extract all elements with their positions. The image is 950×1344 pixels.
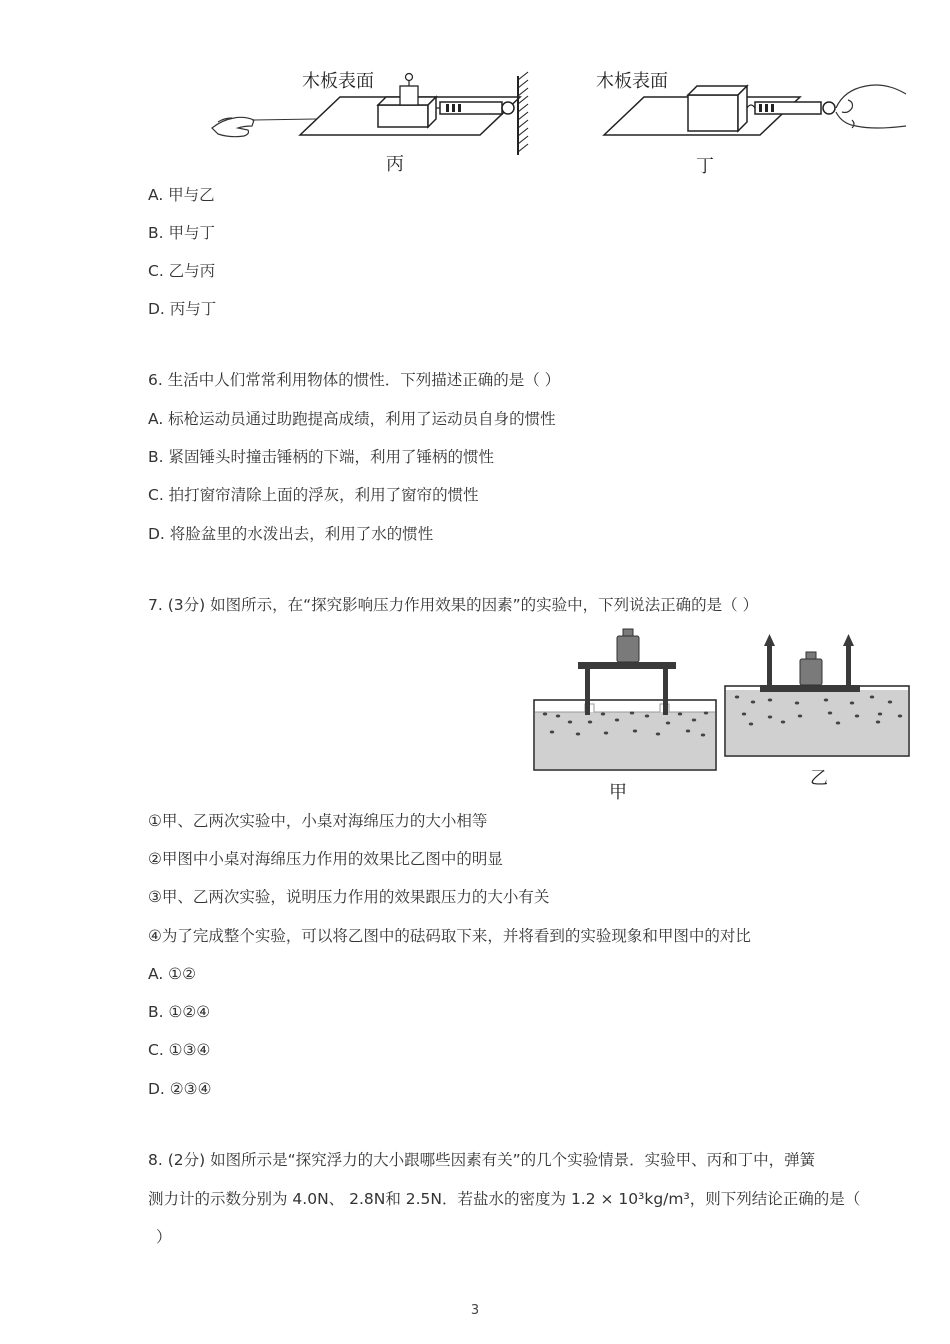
figure-caption-bing: 丙	[386, 154, 404, 175]
q7-option-c[interactable]: C. ①③④	[148, 1041, 211, 1059]
q7-option-d[interactable]: D. ②③④	[148, 1080, 212, 1098]
q7-option-a[interactable]: A. ①②	[148, 965, 196, 983]
q6-stem: 6. 生活中人们常常利用物体的惯性．下列描述正确的是（ ）	[148, 371, 561, 389]
q6-option-b[interactable]: B. 紧固锤头时撞击锤柄的下端，利用了锤柄的惯性	[148, 448, 494, 466]
q7-statement-4: ④为了完成整个实验，可以将乙图中的砝码取下来，并将看到的实验现象和甲图中的对比	[148, 927, 751, 945]
q6-option-c[interactable]: C. 拍打窗帘清除上面的浮灰，利用了窗帘的惯性	[148, 486, 479, 504]
q7-statement-3: ③甲、乙两次实验，说明压力作用的效果跟压力的大小有关	[148, 888, 550, 906]
q7-option-b[interactable]: B. ①②④	[148, 1003, 211, 1021]
q8-stem-line2: 测力计的示数分别为 4.0N、 2.8N和 2.5N．若盐水的密度为 1.2 × 10³kg/m³，则下列结论正确的是（	[148, 1190, 861, 1208]
q8-stem-line1: 8. (2分) 如图所示是“探究浮力的大小跟哪些因素有关”的几个实验情景．实验甲、丙和丁中，弹簧	[148, 1151, 816, 1169]
page-number: 3	[470, 1303, 480, 1318]
figure-caption-jia: 甲	[609, 782, 627, 803]
q5-option-d[interactable]: D. 丙与丁	[148, 300, 217, 318]
figure-caption-ding: 丁	[696, 156, 714, 177]
q6-option-d[interactable]: D. 将脸盆里的水泼出去，利用了水的惯性	[148, 525, 434, 543]
q5-option-b[interactable]: B. 甲与丁	[148, 224, 215, 242]
q6-option-a[interactable]: A. 标枪运动员通过助跑提高成绩，利用了运动员自身的惯性	[148, 410, 556, 428]
surface-label-left: 木板表面	[302, 71, 374, 92]
q7-statement-2: ②甲图中小桌对海绵压力作用的效果比乙图中的明显	[148, 850, 503, 868]
figure-caption-yi: 乙	[810, 768, 828, 789]
q7-statement-1: ①甲、乙两次实验中，小桌对海绵压力的大小相等	[148, 812, 488, 830]
q5-option-a[interactable]: A. 甲与乙	[148, 186, 215, 204]
surface-label-right: 木板表面	[596, 71, 668, 92]
q7-stem: 7. (3分) 如图所示，在“探究影响压力作用效果的因素”的实验中，下列说法正确的是（ ）	[148, 596, 759, 614]
q5-option-c[interactable]: C. 乙与丙	[148, 262, 216, 280]
q8-stem-line3: ）	[156, 1228, 172, 1246]
